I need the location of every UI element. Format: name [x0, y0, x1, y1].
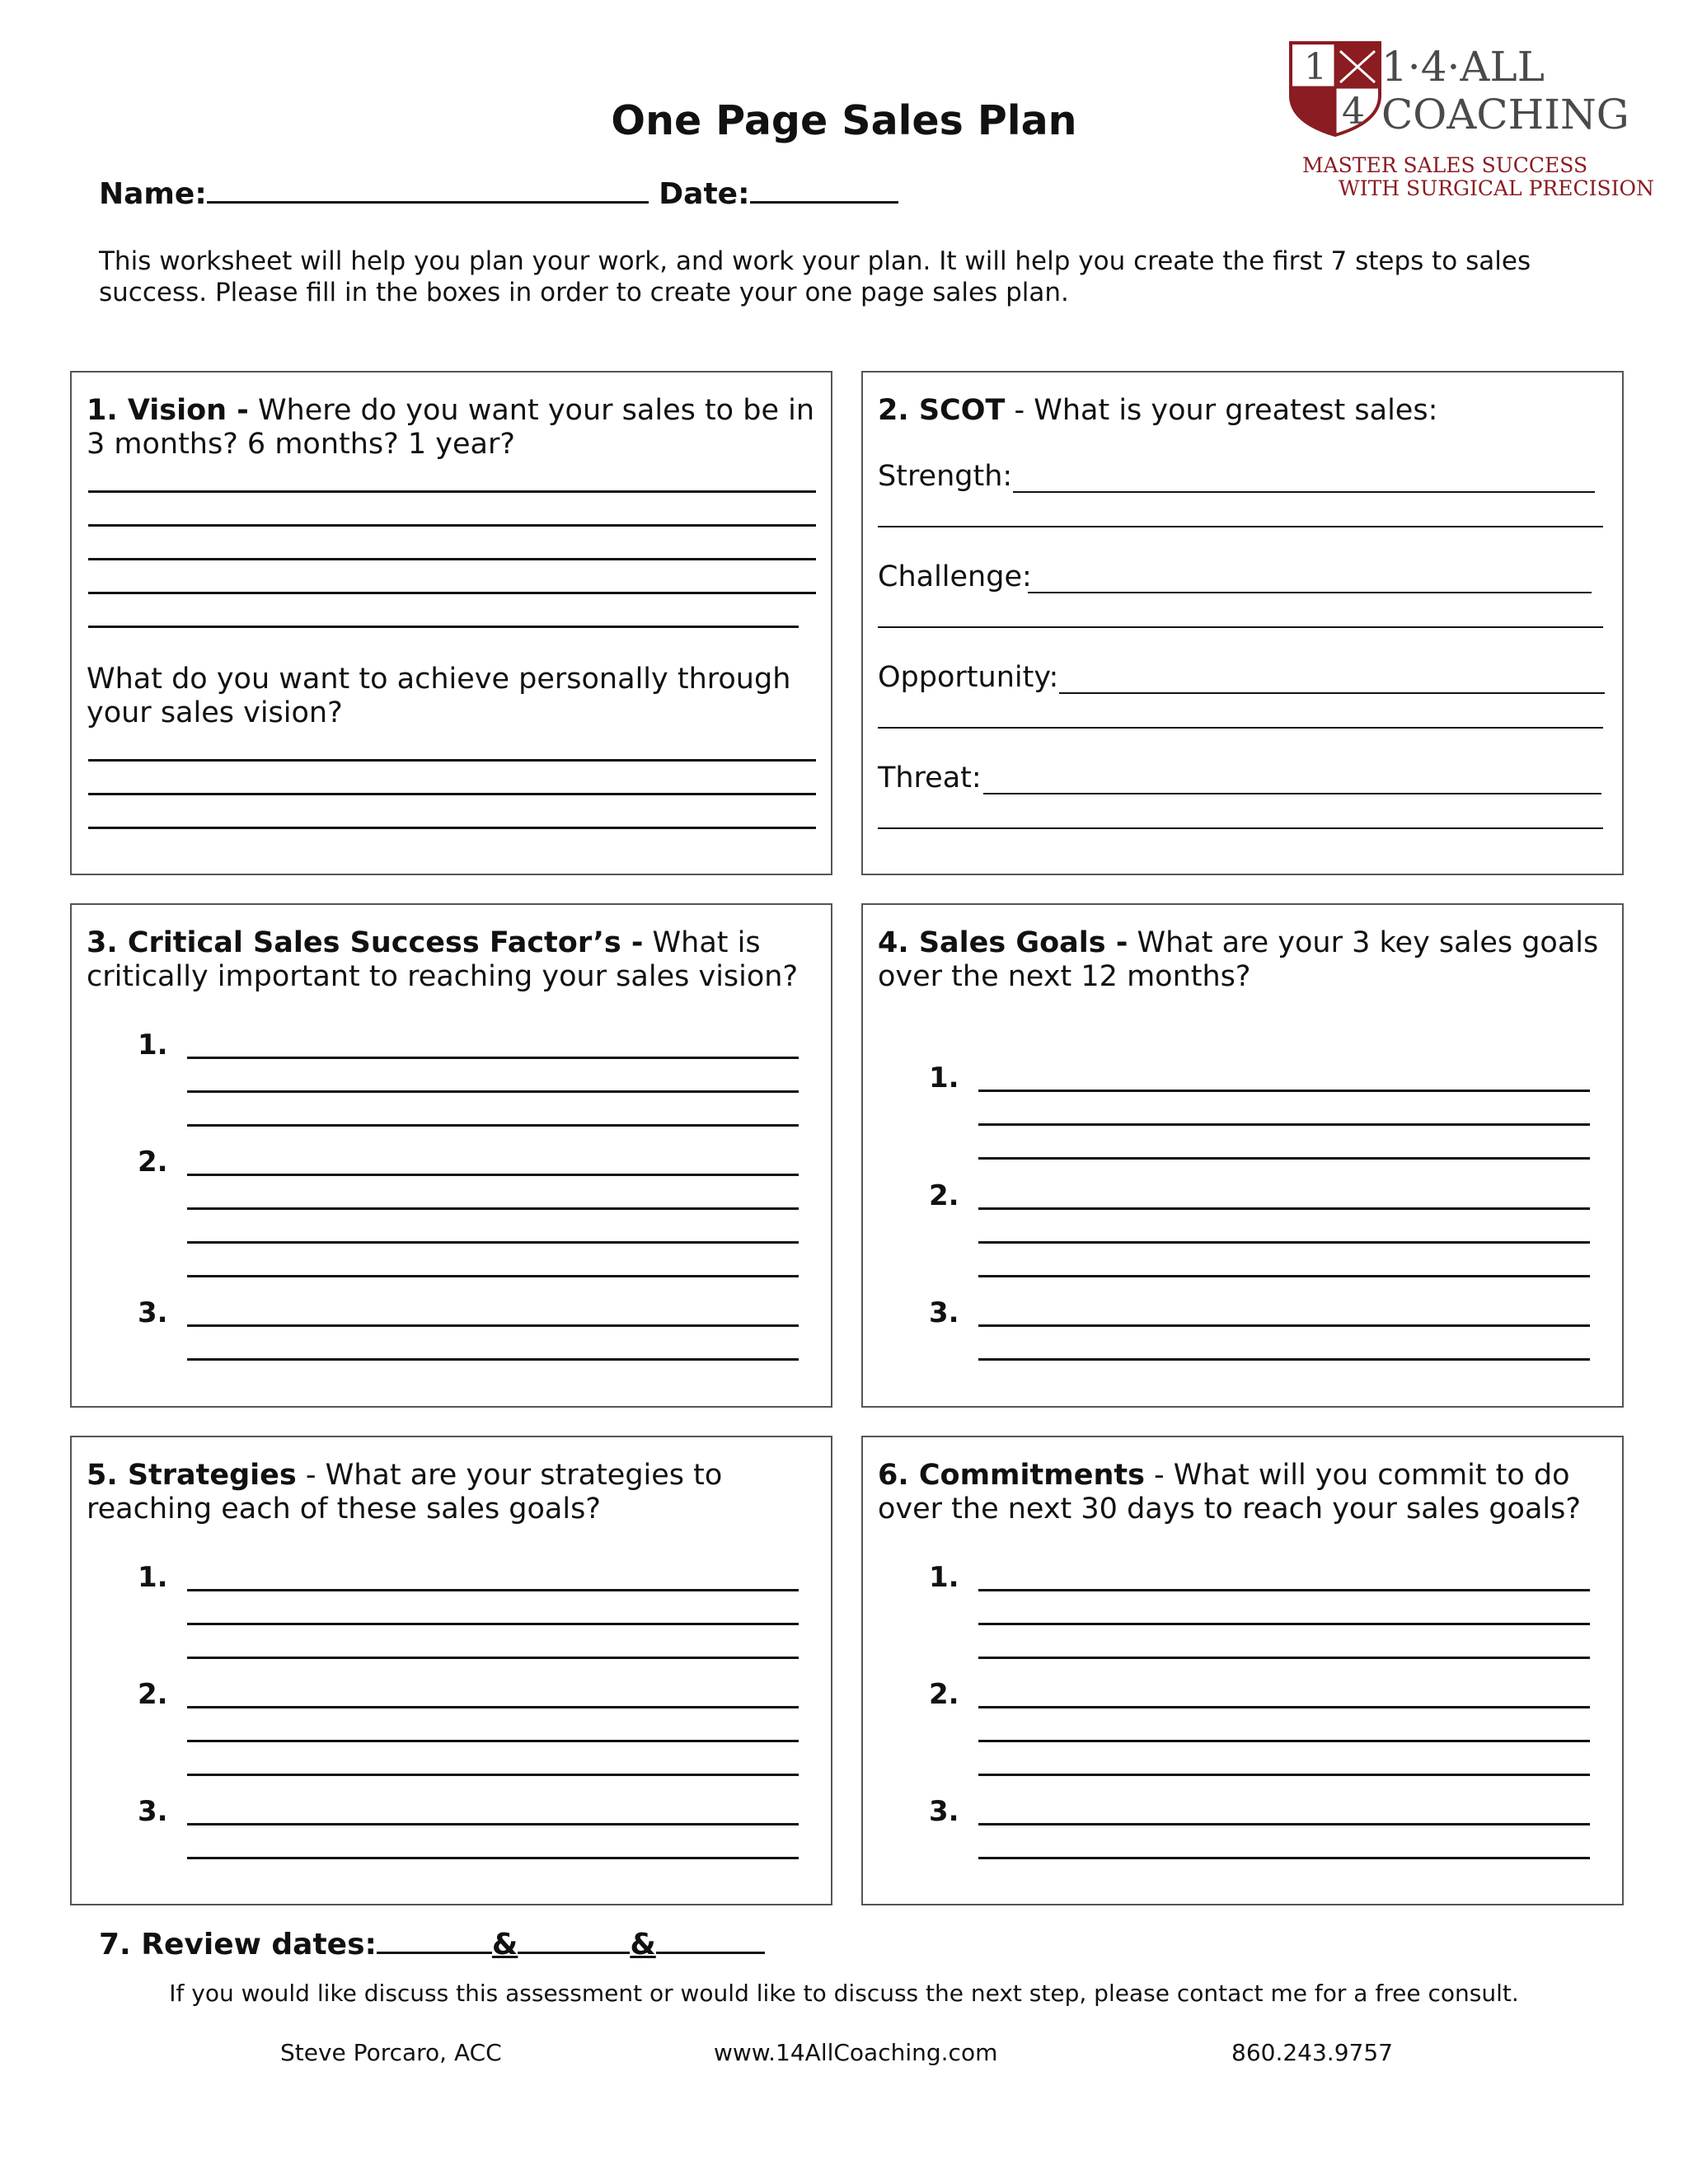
commitments-line[interactable]	[978, 1623, 1590, 1625]
commitments-line[interactable]	[978, 1823, 1590, 1825]
goals-line[interactable]	[978, 1157, 1590, 1160]
vision-question-text: Where do you want your sales to be in 3 months? 6 months? 1 year?	[87, 394, 815, 461]
factors-line[interactable]	[187, 1241, 799, 1244]
vision-answer-line[interactable]	[88, 558, 816, 560]
factors-line[interactable]	[187, 1124, 799, 1127]
review-dates-row	[99, 1927, 765, 1961]
scot-opportunity-line[interactable]	[1059, 692, 1605, 694]
factors-heading: 3. Critical Sales Success Factor’s -	[87, 926, 644, 959]
review-date-2-field[interactable]	[518, 1927, 630, 1954]
commitments-line[interactable]	[978, 1740, 1590, 1742]
strategies-line[interactable]	[187, 1706, 799, 1708]
review-dates-label: 7. Review dates:	[99, 1928, 377, 1961]
commitments-line[interactable]	[978, 1857, 1590, 1859]
commitments-line[interactable]	[978, 1589, 1590, 1591]
goals-box	[861, 903, 1624, 1408]
goals-line[interactable]	[978, 1241, 1590, 1244]
intro-text: This worksheet will help you plan your work, and work your plan. It will help you create the first 7 steps to sales success. Please fill in the boxes in order to create your one page sales plan.	[99, 246, 1531, 307]
vision-box	[70, 371, 832, 875]
vision-answer-line[interactable]	[88, 626, 799, 628]
goals-line[interactable]	[978, 1123, 1590, 1126]
scot-challenge-label: Challenge:	[878, 560, 1032, 593]
review-date-1-field[interactable]	[377, 1927, 492, 1954]
scot-challenge-line[interactable]	[878, 626, 1603, 628]
scot-threat-label: Threat:	[878, 762, 982, 794]
factors-line[interactable]	[187, 1057, 799, 1059]
logo-digit-4: 4	[1342, 91, 1365, 133]
strategies-line[interactable]	[187, 1623, 799, 1625]
strategies-question-text: - What are your strategies to reaching each of these sales goals?	[87, 1459, 723, 1526]
vision-question	[87, 394, 816, 462]
company-logo	[1286, 40, 1654, 204]
logo-tagline-2: WITH SURGICAL PRECISION	[1339, 176, 1654, 200]
commitments-item-number: 1.	[929, 1561, 959, 1594]
strategies-line[interactable]	[187, 1823, 799, 1825]
logo-brand: 1·4·ALL	[1381, 43, 1545, 91]
vision-personal-line[interactable]	[88, 759, 816, 762]
factors-line[interactable]	[187, 1207, 799, 1210]
logo-digit-1: 1	[1304, 46, 1327, 88]
review-date-3-field[interactable]	[656, 1927, 765, 1954]
goals-line[interactable]	[978, 1358, 1590, 1361]
factors-line[interactable]	[187, 1275, 799, 1277]
commitments-question	[878, 1459, 1607, 1526]
scot-heading: 2. SCOT	[878, 394, 1006, 427]
vision-answer-line[interactable]	[88, 524, 816, 527]
goals-heading: 4. Sales Goals -	[878, 926, 1128, 959]
scot-question	[878, 394, 1607, 428]
scot-opportunity-label: Opportunity:	[878, 661, 1059, 694]
factors-line[interactable]	[187, 1090, 799, 1093]
strategies-line[interactable]	[187, 1657, 799, 1659]
name-field[interactable]	[207, 176, 649, 204]
scot-threat-line[interactable]	[983, 793, 1601, 794]
scot-challenge-line[interactable]	[1028, 592, 1592, 593]
logo-brand-2: COACHING	[1381, 91, 1629, 138]
vision-heading: 1. Vision -	[87, 394, 249, 427]
strategies-item-number: 1.	[138, 1561, 168, 1594]
vision-personal-line[interactable]	[88, 793, 816, 795]
review-amp-2: &	[630, 1928, 656, 1961]
scot-question-text: - What is your greatest sales:	[1005, 394, 1438, 427]
factors-item-number: 1.	[138, 1029, 168, 1062]
footer-website[interactable]: www.14AllCoaching.com	[714, 2039, 998, 2066]
scot-box	[861, 371, 1624, 875]
footer-person: Steve Porcaro, ACC	[280, 2039, 502, 2066]
vision-personal-question: What do you want to achieve personally through your sales vision?	[87, 663, 791, 729]
strategies-line[interactable]	[187, 1774, 799, 1776]
factors-box	[70, 903, 832, 1408]
scot-strength-line[interactable]	[878, 526, 1603, 527]
logo-tagline-1: MASTER SALES SUCCESS	[1302, 153, 1588, 177]
factors-line[interactable]	[187, 1174, 799, 1176]
contact-text: If you would like discuss this assessment or would like to discuss the next step, please contact me for a free consult.	[169, 1980, 1519, 2007]
commitments-line[interactable]	[978, 1706, 1590, 1708]
scot-strength-line[interactable]	[1013, 491, 1595, 493]
scot-opportunity-line[interactable]	[878, 727, 1603, 729]
goals-line[interactable]	[978, 1324, 1590, 1327]
vision-personal-line[interactable]	[88, 827, 816, 829]
commitments-line[interactable]	[978, 1657, 1590, 1659]
strategies-box	[70, 1436, 832, 1905]
strategies-heading: 5. Strategies	[87, 1459, 297, 1492]
factors-line[interactable]	[187, 1324, 799, 1327]
goals-line[interactable]	[978, 1207, 1590, 1210]
date-label: Date:	[659, 177, 750, 211]
scot-threat-line[interactable]	[878, 827, 1603, 829]
footer-phone: 860.243.9757	[1231, 2039, 1393, 2066]
commitments-question-text: - What will you commit to do over the next 30 days to reach your sales goals?	[878, 1459, 1581, 1526]
vision-answer-line[interactable]	[88, 490, 816, 493]
goals-question	[878, 926, 1607, 994]
commitments-item-number: 3.	[929, 1795, 959, 1828]
strategies-item-number: 3.	[138, 1795, 168, 1828]
commitments-line[interactable]	[978, 1774, 1590, 1776]
goals-item-number: 1.	[929, 1062, 959, 1094]
goals-item-number: 3.	[929, 1296, 959, 1329]
page-title: One Page Sales Plan	[611, 97, 1077, 144]
factors-item-number: 2.	[138, 1146, 168, 1179]
strategies-item-number: 2.	[138, 1678, 168, 1711]
review-amp-1: &	[491, 1928, 518, 1961]
commitments-heading: 6. Commitments	[878, 1459, 1145, 1492]
factors-item-number: 3.	[138, 1296, 168, 1329]
strategies-line[interactable]	[187, 1589, 799, 1591]
name-date-row	[99, 176, 898, 211]
strategies-line[interactable]	[187, 1857, 799, 1859]
factors-question	[87, 926, 816, 994]
factors-line[interactable]	[187, 1358, 799, 1361]
goals-line[interactable]	[978, 1275, 1590, 1277]
factors-question-text: What is critically important to reaching your sales vision?	[87, 926, 799, 993]
vision-answer-line[interactable]	[88, 592, 816, 594]
goals-item-number: 2.	[929, 1179, 959, 1212]
commitments-box	[861, 1436, 1624, 1905]
goals-question-text: What are your 3 key sales goals over the next 12 months?	[878, 926, 1599, 993]
name-label: Name:	[99, 177, 207, 211]
shield-logo-icon	[1286, 40, 1385, 138]
strategies-line[interactable]	[187, 1740, 799, 1742]
goals-line[interactable]	[978, 1090, 1590, 1092]
scot-strength-label: Strength:	[878, 460, 1013, 493]
commitments-item-number: 2.	[929, 1678, 959, 1711]
date-field[interactable]	[750, 176, 898, 204]
strategies-question	[87, 1459, 816, 1526]
